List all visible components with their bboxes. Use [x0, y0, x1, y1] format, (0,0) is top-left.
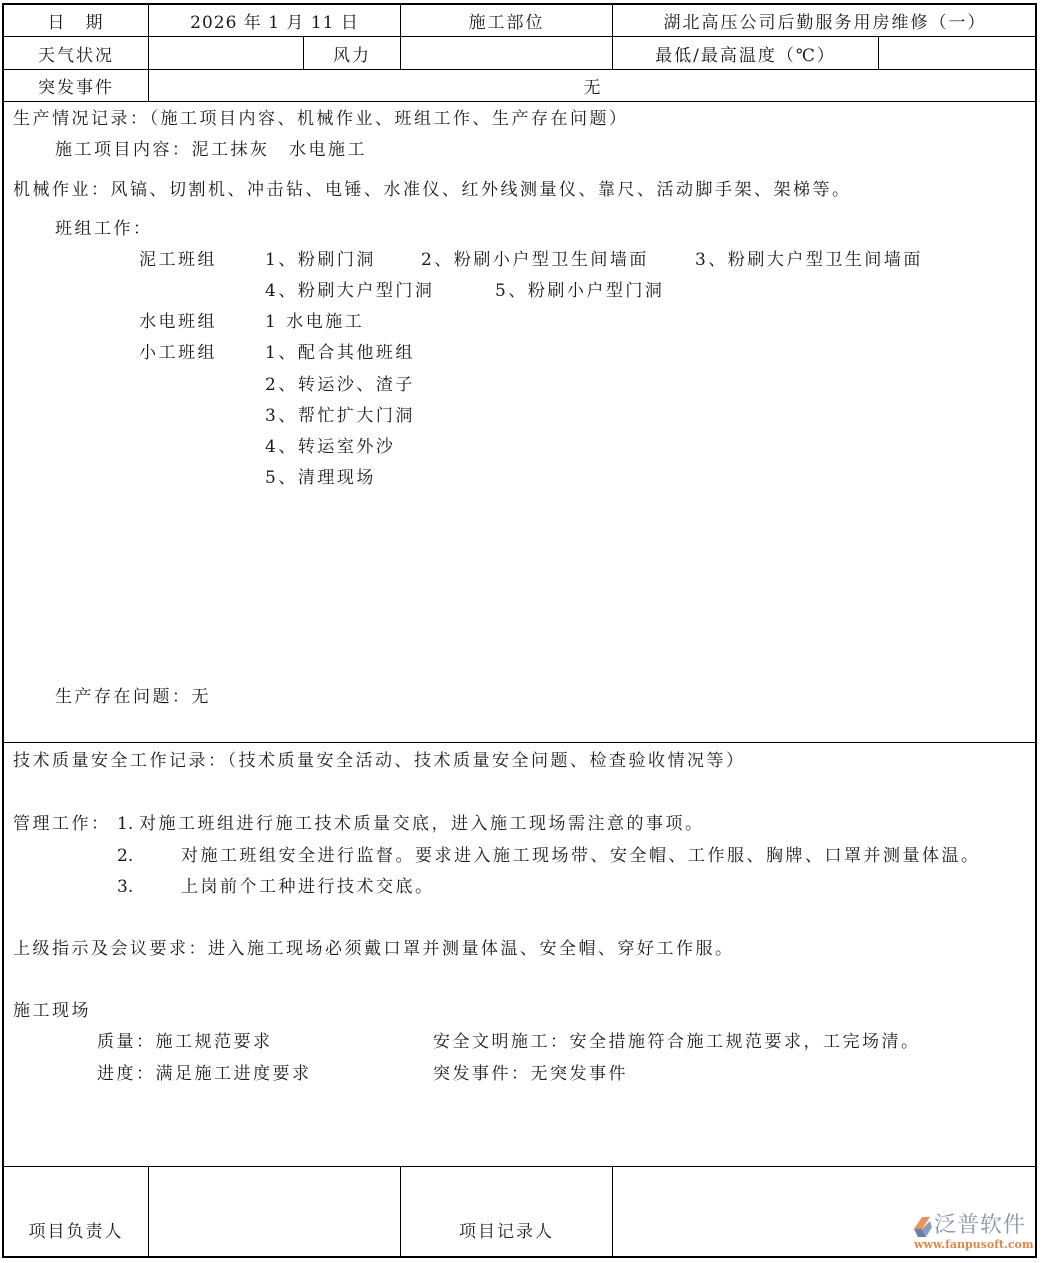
temp-label-cell — [613, 37, 879, 70]
fanpu-watermark — [912, 1213, 1037, 1255]
weather-label-cell — [4, 37, 149, 70]
wind-label-cell — [304, 37, 401, 70]
incident-item: 突发事件：无突发事件 — [433, 1064, 628, 1084]
management-item: 对施工班组安全进行监督。要求进入施工现场带、安全帽、工作服、胸牌、口罩并测量体温。 — [181, 846, 981, 866]
recorder-label: 项目记录人 — [459, 1222, 554, 1242]
weather-label: 天气状况 — [38, 45, 114, 66]
team-task: 4、转运室外沙 — [265, 437, 396, 457]
management-num: 2. — [117, 846, 134, 866]
management-item: 对施工班组进行施工技术质量交底，进入施工现场需注意的事项。 — [139, 814, 705, 834]
recorder-label-cell — [401, 1167, 613, 1256]
date-label-cell — [4, 5, 149, 37]
manager-label: 项目负责人 — [28, 1222, 124, 1242]
team-task: 1、配合其他班组 — [265, 343, 415, 363]
quality-item: 质量：施工规范要求 — [97, 1032, 273, 1052]
management-label: 管理工作： — [13, 814, 111, 834]
site-label: 施工部位 — [468, 13, 545, 33]
team-task: 4、粉刷大户型门洞 — [265, 281, 435, 301]
team-name-hydro: 水电班组 — [139, 312, 217, 332]
team-work-label: 班组工作： — [55, 219, 153, 239]
production-issues: 生产存在问题：无 — [55, 687, 211, 707]
fanpu-logo-icon — [912, 1215, 934, 1239]
incident-label: 突发事件 — [38, 78, 114, 98]
production-section — [4, 102, 1037, 743]
quality-section — [4, 743, 1037, 1167]
team-task: 5、粉刷小户型门洞 — [495, 281, 665, 301]
team-task: 3、帮忙扩大门洞 — [265, 406, 415, 426]
management-num: 1. — [117, 814, 134, 834]
team-task: 2、转运沙、渣子 — [265, 375, 415, 395]
construction-log-sheet — [2, 3, 1037, 1258]
brand-url: www.fanpusoft.com — [914, 1238, 1034, 1251]
team-name-mud: 泥工班组 — [139, 250, 217, 270]
progress-item: 进度：满足施工进度要求 — [97, 1064, 312, 1084]
production-title: 生产情况记录：（施工项目内容、机械作业、班组工作、生产存在问题） — [13, 109, 629, 129]
site-value: 湖北高压公司后勤服务用房维修（一） — [663, 13, 987, 33]
manager-signature-cell[interactable] — [149, 1167, 401, 1256]
incident-value: 无 — [583, 78, 603, 98]
machinery: 机械作业：风镐、切割机、冲击钻、电锤、水准仪、红外线测量仪、靠尺、活动脚手架、架梯等。 — [13, 180, 852, 200]
quality-title: 技术质量安全工作记录：（技术质量安全活动、技术质量安全问题、检查验收情况等） — [13, 751, 746, 771]
team-name-labor: 小工班组 — [139, 343, 217, 363]
site-label-cell — [401, 5, 613, 37]
temp-label: 最低/最高温度（℃） — [655, 45, 836, 66]
superior-instructions: 上级指示及会议要求：进入施工现场必须戴口罩并测量体温、安全帽、穿好工作服。 — [13, 939, 735, 959]
temp-value-cell[interactable] — [879, 37, 1037, 70]
site-value-cell[interactable] — [613, 5, 1037, 37]
brand-name: 泛普软件 — [934, 1213, 1027, 1238]
team-task: 1 水电施工 — [265, 312, 365, 332]
safety-item: 安全文明施工：安全措施符合施工规范要求，工完场清。 — [433, 1032, 921, 1052]
team-task: 5、清理现场 — [265, 468, 376, 488]
date-label: 日 期 — [47, 13, 105, 33]
team-task: 1、粉刷门洞 — [265, 250, 376, 270]
incident-value-cell[interactable] — [149, 70, 1037, 102]
team-task: 3、粉刷大户型卫生间墙面 — [695, 250, 923, 270]
incident-label-cell — [4, 70, 149, 102]
management-item: 上岗前个工种进行技术交底。 — [181, 877, 435, 897]
management-num: 3. — [117, 877, 134, 897]
project-content: 施工项目内容：泥工抹灰 水电施工 — [55, 140, 367, 160]
wind-label: 风力 — [333, 45, 371, 66]
date-value: 2026 年 1 月 11 日 — [190, 13, 359, 33]
team-task: 2、粉刷小户型卫生间墙面 — [421, 250, 649, 270]
wind-value-cell[interactable] — [401, 37, 613, 70]
weather-value-cell[interactable] — [149, 37, 304, 70]
manager-label-cell — [4, 1167, 149, 1256]
site-label: 施工现场 — [13, 1001, 91, 1021]
date-value-cell[interactable] — [149, 5, 401, 37]
